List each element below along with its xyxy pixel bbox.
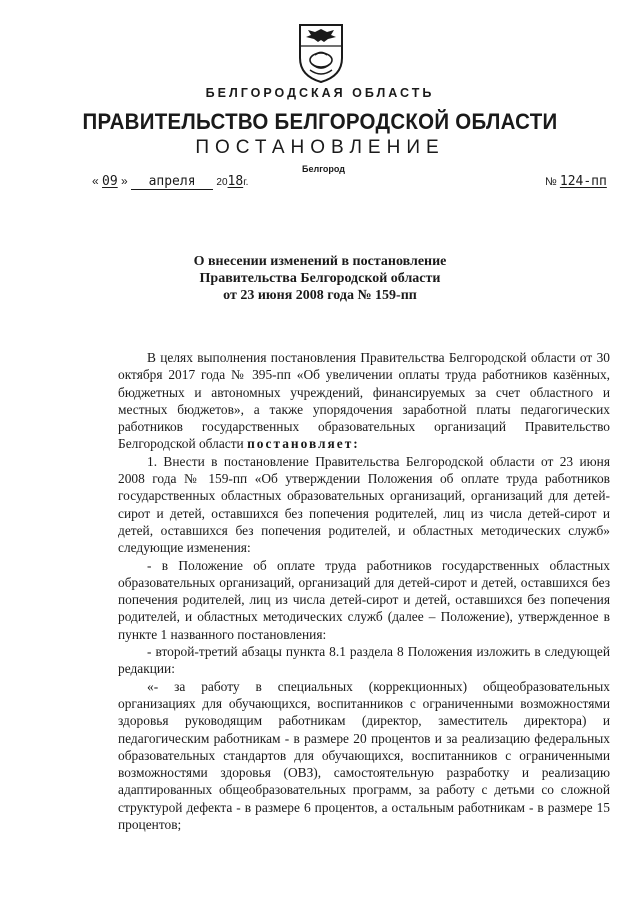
number-value: 124-пп	[559, 174, 607, 189]
title-line-2: Правительства Белгородской области	[199, 271, 441, 286]
coat-of-arms-icon	[296, 22, 346, 84]
region-name: БЕЛГОРОДСКАЯ ОБЛАСТЬ	[205, 86, 435, 100]
city-name: Белгород	[302, 164, 345, 174]
date-open-quote: «	[92, 174, 99, 188]
body-paragraph-2: 1. Внести в постановление Правительства Белгородской области от 23 июня 2008 года № 159-пп «Об утверждении Положения об оплате труда работников государственных областных образовательных организаций, организаций для детей-сирот и детей, оставшихся без попечения родителей, лиц из числа детей-сирот и детей, оставшихся без попечения родителей, и областных методических служб» следующие изменения:	[118, 453, 610, 556]
date-year-unit: г.	[243, 177, 249, 188]
document-type: ПОСТАНОВЛЕНИЕ	[195, 137, 445, 158]
document-number	[545, 174, 607, 189]
number-label: №	[545, 176, 557, 188]
document-title	[0, 253, 640, 304]
title-line-1: О внесении изменений в постановление	[193, 254, 447, 269]
body-paragraph-4: - второй-третий абзацы пункта 8.1 раздела 8 Положения изложить в следующей редакции:	[118, 644, 610, 677]
date-line	[92, 174, 248, 190]
title-line-3: от 23 июня 2008 года № 159-пп	[223, 288, 417, 303]
body-paragraph-3: - в Положение об оплате труда работников государственных областных образовательных организаций, организаций для детей-сирот и детей, оставшихся без попечения родителей, лиц из числа детей-сирот и детей, оставшихся без попечения родителей, и областных методических служб (далее – Положение), утвержденное в пункте 1 названного постановления:	[118, 557, 610, 642]
date-year-prefix: 20	[216, 177, 228, 188]
government-name: ПРАВИТЕЛЬСТВО БЕЛГОРОДСКОЙ ОБЛАСТИ	[82, 109, 558, 134]
preamble-text: В целях выполнения постановления Правительства Белгородской области от 30 октября 2017 года № 395-пп «Об увеличении оплаты труда работников казённых, бюджетных и автономных учреждений, финансируемых за счет областного и местных бюджетов», а также упорядочения заработной платы педагогических работников государственных образовательных организаций Правительство Белгородской области	[118, 350, 610, 452]
date-month: апреля	[131, 175, 213, 190]
document-body	[118, 349, 610, 833]
body-paragraph-5: «- за работу в специальных (коррекционных) общеобразовательных организациях для обучающихся, воспитанников с ограниченными возможностями здоровья руководящим работникам (директор, заместитель директора) и педагогическим работникам - в размере 20 процентов и за реализацию федеральных образовательных стандартов для обучающихся, воспитанников с ограниченными возможностями здоровья (ОВЗ), самостоятельную разработку и реализацию адаптированных общеобразовательных программ, за работу с детьми со сложной структурой дефекта - в размере 6 процентов, а остальным работникам - в размере 15 процентов;	[118, 678, 610, 833]
body-paragraph-1	[118, 349, 610, 453]
date-close-quote: »	[121, 174, 128, 188]
decree-word: постановляет:	[247, 436, 360, 452]
date-day: 09	[102, 174, 118, 189]
date-year-suffix: 18	[227, 174, 244, 189]
